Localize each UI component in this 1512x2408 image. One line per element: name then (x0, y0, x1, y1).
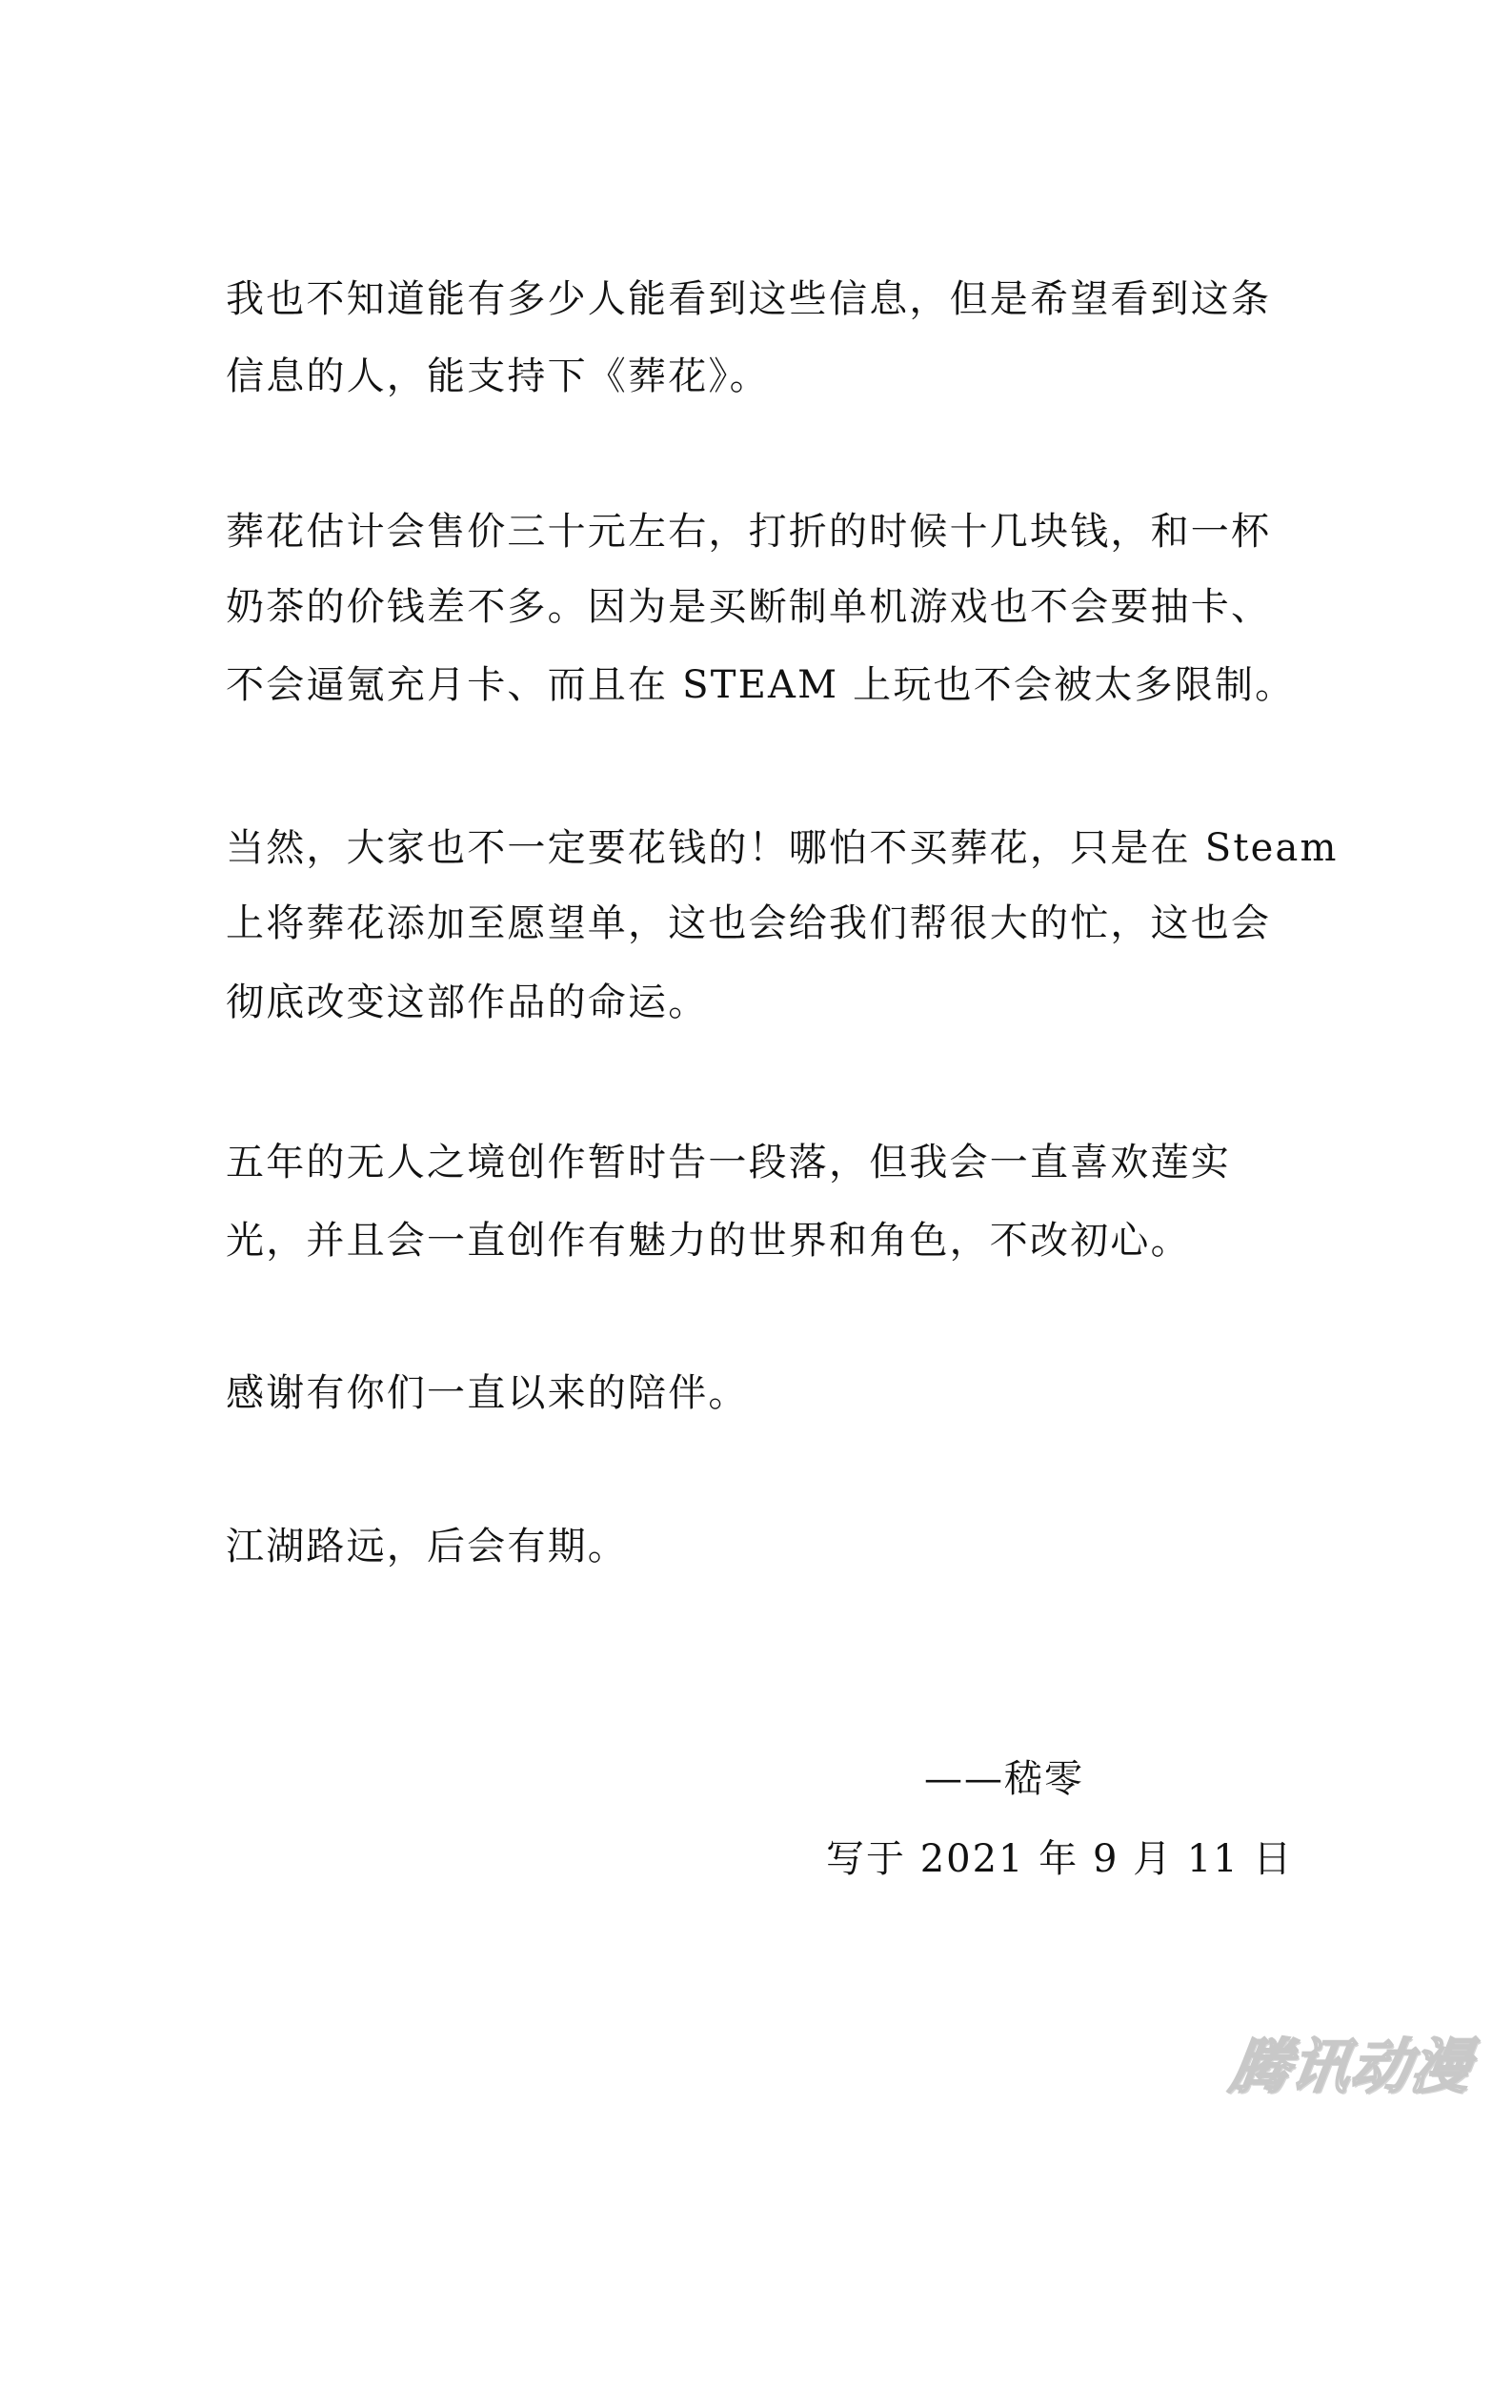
tencent-comic-watermark-logo: 腾讯动漫 (1225, 2032, 1477, 2101)
paragraph-3-line-3: 彻底改变这部作品的命运。 (226, 981, 709, 1024)
paragraph-5-line-1: 感谢有你们一直以来的陪伴。 (226, 1371, 749, 1415)
paragraph-3-line-1: 当然，大家也不一定要花钱的！哪怕不买葬花，只是在 Steam (226, 826, 1339, 870)
signature-date: 写于 2021 年 9 月 11 日 (826, 1837, 1294, 1881)
paragraph-1-line-1: 我也不知道能有多少人能看到这些信息，但是希望看到这条 (226, 277, 1272, 321)
paragraph-2-line-3: 不会逼氪充月卡、而且在 STEAM 上玩也不会被太多限制。 (226, 663, 1296, 707)
paragraph-6-line-1: 江湖路远，后会有期。 (226, 1525, 628, 1568)
paragraph-1-line-2: 信息的人，能支持下《葬花》。 (226, 354, 770, 398)
paragraph-4-line-2: 光，并且会一直创作有魅力的世界和角色，不改初心。 (226, 1219, 1191, 1263)
paragraph-2-line-2: 奶茶的价钱差不多。因为是买断制单机游戏也不会要抽卡、 (226, 585, 1272, 629)
paragraph-4-line-1: 五年的无人之境创作暂时告一段落，但我会一直喜欢莲实 (226, 1141, 1231, 1184)
signature-author: ——嵇零 (924, 1757, 1084, 1801)
paragraph-2-line-1: 葬花估计会售价三十元左右，打折的时候十几块钱，和一杯 (226, 510, 1272, 554)
paragraph-3-line-2: 上将葬花添加至愿望单，这也会给我们帮很大的忙，这也会 (226, 901, 1272, 945)
